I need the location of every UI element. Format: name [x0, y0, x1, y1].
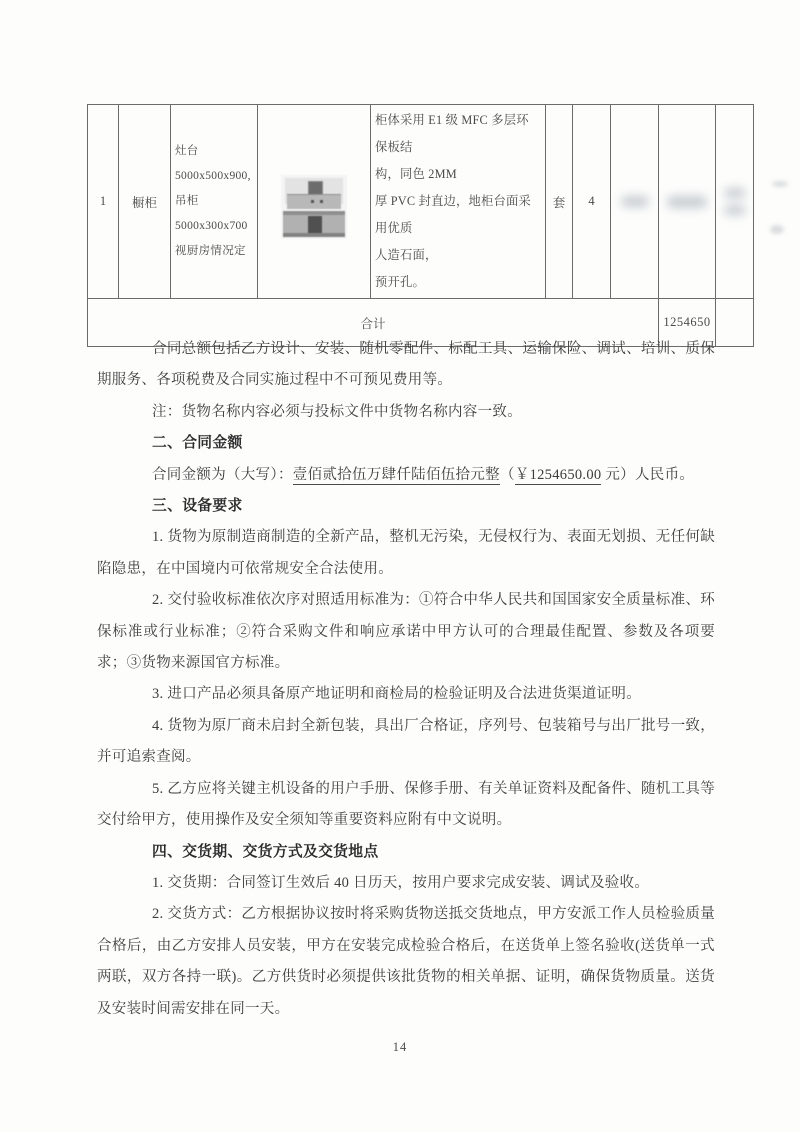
paragraph-requirement-5: 5. 乙方应将关键主机设备的用户手册、保修手册、有关单证资料及配备件、随机工具等交付给甲方，使用操作及安全须知等重要资料应附有中文说明。 — [97, 780, 715, 829]
desc-line: 柜体采用 E1 级 MFC 多层环保板结 — [375, 113, 529, 154]
paragraph-contract-total: 合同总额包括乙方设计、安装、随机零配件、标配工具、运输保险、调试、培训、质保期服务、各项税费及合同实施过程中不可预见费用等。 — [97, 341, 715, 389]
item-qty: 4 — [573, 105, 611, 299]
kitchen-cabinet-photo — [281, 175, 347, 239]
section-heading-delivery: 四、交货期、交货方式及交货地点 — [152, 843, 379, 860]
blurred-value — [724, 188, 746, 198]
spec-line: 5000x300x700 — [175, 220, 248, 232]
bleedthrough-mark — [772, 181, 788, 187]
desc-line: 人造石面， — [375, 248, 438, 262]
item-photo-cell — [258, 105, 371, 299]
amount-in-figures: ￥1254650.00 — [514, 466, 602, 483]
amount-in-words: 壹佰贰拾伍万肆仟陆佰伍拾元整 — [292, 466, 500, 483]
item-seq: 1 — [88, 105, 119, 299]
desc-line: 厚 PVC 封直边，地柜台面采用优质 — [375, 194, 532, 235]
amount-suffix: 元）人民币。 — [601, 466, 695, 483]
spec-line: 视厨房情况定 — [175, 245, 246, 257]
item-unit-price-redacted — [611, 105, 659, 299]
paragraph-note: 注：货物名称内容必须与投标文件中货物名称内容一致。 — [152, 403, 522, 420]
total-label: 合计 — [88, 299, 659, 347]
contract-body — [97, 334, 715, 1025]
paragraph-requirement-4: 4. 货物为原厂商未启封全新包装，具出厂合格证，序列号、包装箱号与出厂批号一致，并可追索查阅。 — [97, 717, 715, 766]
bleedthrough-mark — [770, 225, 784, 234]
blurred-value — [724, 205, 746, 215]
paragraph-requirement-1: 1. 货物为原制造商制造的全新产品，整机无污染，无侵权行为、表面无划损、无任何缺陷隐患，在中国境内可依常规安全合法使用。 — [97, 529, 715, 577]
table-row — [88, 105, 754, 299]
blurred-value — [667, 196, 707, 208]
amount-open-paren: （ — [499, 466, 515, 483]
goods-table — [87, 104, 754, 347]
paragraph-delivery-method: 2. 交货方式：乙方根据协议按时将采购货物送抵交货地点，甲方安派工作人员检验质量合格后，由乙方安排人员安装，甲方在安装完成检验合格后，在送货单上签名验收(送货单一式两联，双方各持一联)。乙方供货时必须提供该批货物的相关单据、证明，确保货物质量。送货及安装时间需安排在同一天。 — [97, 906, 715, 1017]
total-amount: 1254650 — [659, 299, 716, 347]
item-name: 橱柜 — [119, 105, 171, 299]
desc-line: 构，同色 2MM — [375, 167, 457, 181]
total-remark-empty — [716, 299, 754, 347]
item-description — [371, 105, 546, 299]
paragraph-amount — [97, 460, 715, 491]
paragraph-delivery-period: 1. 交货期：合同签订生效后 40 日历天，按用户要求完成安装、调试及验收。 — [152, 874, 650, 891]
desc-line: 预开孔。 — [375, 275, 425, 289]
page-number: 14 — [392, 1040, 408, 1054]
item-remark-redacted — [716, 105, 754, 299]
item-spec — [171, 105, 258, 299]
section-heading-contract-amount: 二、合同金额 — [152, 435, 243, 452]
blurred-value — [621, 196, 649, 207]
paragraph-requirement-3: 3. 进口产品必须具备原产地证明和商检局的检验证明及合法进货渠道证明。 — [152, 686, 641, 703]
amount-prefix: 合同金额为（大写）： — [152, 466, 293, 483]
item-unit: 套 — [546, 105, 573, 299]
spec-line: 5000x500x900, — [175, 170, 251, 182]
item-total-price-redacted — [659, 105, 716, 299]
section-heading-equipment-requirements: 三、设备要求 — [152, 498, 243, 515]
spec-line: 吊柜 — [175, 195, 199, 207]
spec-line: 灶台 — [175, 145, 199, 157]
paragraph-requirement-2: 2. 交付验收标准依次序对照适用标准为：①符合中华人民共和国国家安全质量标准、环保标准或行业标准；②符合采购文件和响应承诺中甲方认可的合理最佳配置、参数及各项要求；③货物来源国官方标准。 — [97, 592, 715, 672]
